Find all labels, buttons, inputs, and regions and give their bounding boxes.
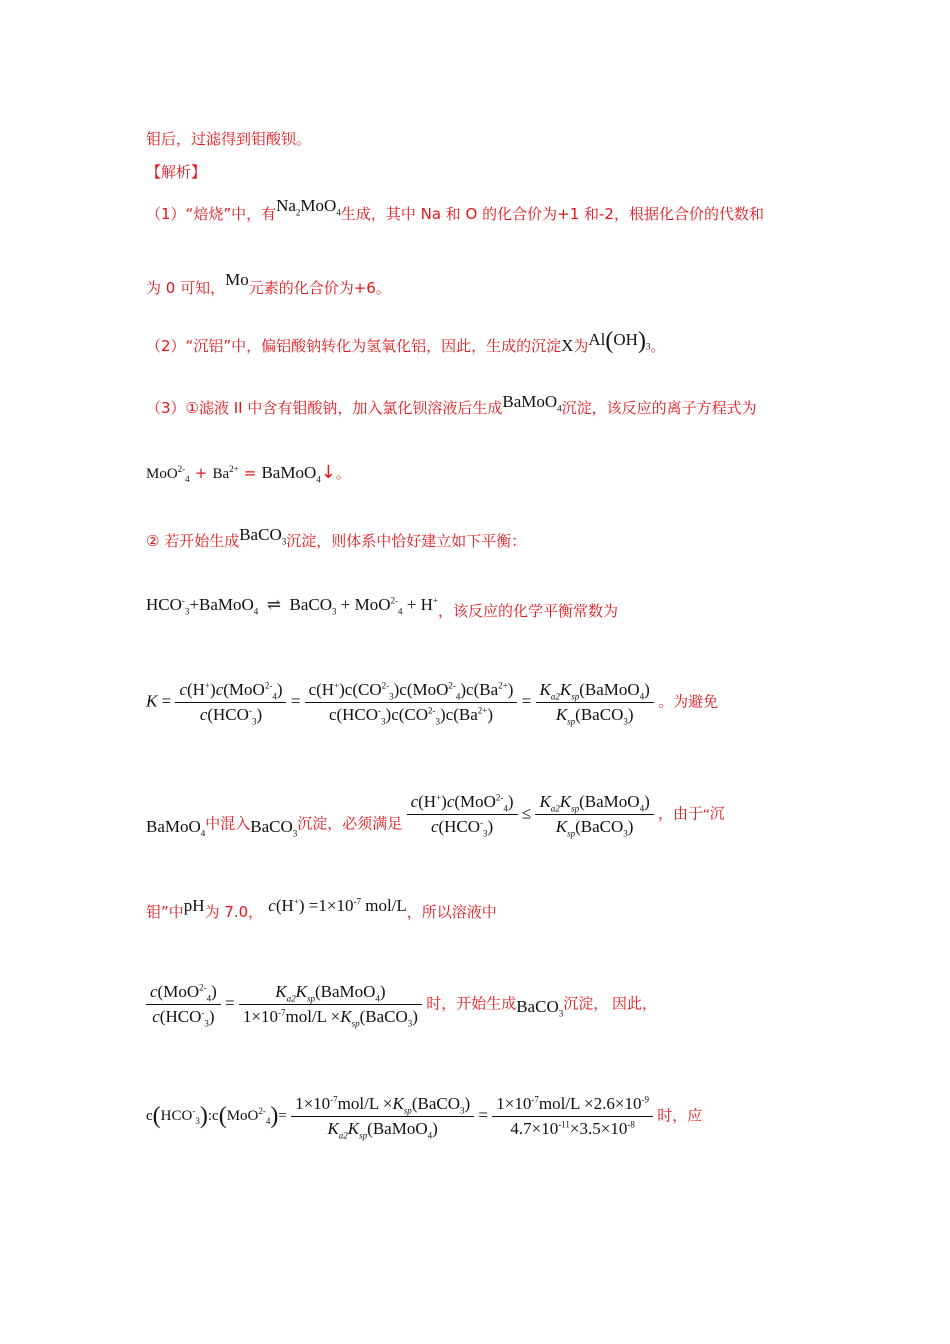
p3a-text: （3）①滤液 II 中含有钼酸钠，加入氯化钡溶液后生成 <box>146 399 503 417</box>
formula-bamoo4 <box>146 817 206 839</box>
f-paren: ) <box>270 1103 279 1130</box>
f-sub: 4 <box>185 474 190 484</box>
f-sub: 3 <box>623 716 628 727</box>
f-sub: 4 <box>316 474 321 485</box>
f-bamoo: BaMoO <box>502 392 558 411</box>
f-sub: 4 <box>557 403 562 414</box>
f-h: H <box>192 680 205 699</box>
f-bamoo: BaMoO <box>584 680 640 699</box>
f-al: Al <box>588 330 606 349</box>
f-times: × <box>600 1119 611 1138</box>
f-c: c <box>179 680 187 699</box>
f-sub: 3 <box>389 691 394 702</box>
p10b-text: 时，应 <box>657 1108 703 1125</box>
f-bamoo: BaMoO <box>146 817 201 837</box>
f-sup: -7 <box>531 1094 539 1105</box>
f-sub: 3 <box>623 828 628 839</box>
p1c-text: 为 0 可知， <box>146 279 226 297</box>
f-ten: 10 <box>624 1094 642 1113</box>
symbol-ph: pH <box>183 896 205 915</box>
f-paren: ( <box>218 1103 227 1130</box>
f-sub: 4 <box>272 691 277 702</box>
f-sup: 2+ <box>229 464 239 474</box>
formula-bamoo4 <box>261 463 321 485</box>
f-sup: - <box>201 1007 205 1018</box>
fraction-3 <box>536 680 654 725</box>
p2b-text: 为 <box>573 337 589 355</box>
denominator: $K_{a2}K_{sp}(BaMoO_4)$ <box>327 1119 438 1141</box>
f-sup: 2- <box>495 792 504 803</box>
final-ratio <box>146 1094 702 1139</box>
fraction-1 <box>175 680 286 725</box>
f-val: 4.7 <box>510 1119 532 1138</box>
para-3-line-1 <box>146 392 757 418</box>
formula-aloh3 <box>588 328 651 354</box>
formula-ba <box>212 466 238 482</box>
text-line-1 <box>146 128 311 149</box>
p2c-text: 。 <box>650 337 666 355</box>
f-sup: + <box>204 680 211 691</box>
numerator: $c(H^+)c(CO^{2-}_3)c(MoO^{2-}_4)c(Ba^{2+})$ <box>305 680 518 703</box>
f-bamoo: +BaMoO <box>189 595 254 614</box>
f-sup: -7 <box>277 1007 286 1018</box>
denominator: $K_{sp}(BaCO_3)$ <box>555 817 634 839</box>
f-sub: 3 <box>558 1008 564 1019</box>
fraction-ksp <box>535 792 653 837</box>
f-bamoo: BaMoO <box>261 463 317 482</box>
symbol-mo: Mo <box>225 270 249 289</box>
f-paren: ) <box>276 680 283 699</box>
f-sub: sp <box>351 1018 360 1029</box>
f-sub: 4 <box>206 993 212 1004</box>
formula-moo4 <box>146 466 190 482</box>
k-expression <box>146 680 718 725</box>
f-sub: 4 <box>253 606 259 617</box>
ionic-equation <box>146 462 351 483</box>
equals: = <box>278 1108 287 1125</box>
f-sub: 3 <box>332 606 337 617</box>
f-sup: 2- <box>199 982 207 993</box>
ratio-label: $c(HCO^-_3):c(MoO^{2-}_4)=$ <box>146 1103 287 1130</box>
f-sub: 3 <box>251 716 257 727</box>
f-times: × <box>382 1094 393 1113</box>
f-sub: sp <box>571 691 580 702</box>
f-sup: - <box>248 705 252 716</box>
numerator <box>175 680 286 703</box>
f-baco: BaCO <box>239 525 282 544</box>
f-sup: 2- <box>177 464 186 474</box>
f-k: K <box>539 680 551 699</box>
fraction-condition <box>407 792 518 837</box>
f-oh: OH <box>613 330 638 349</box>
f-sub: 3 <box>204 1018 209 1029</box>
f-paren: ( <box>223 680 229 699</box>
f-sup: -11 <box>558 1119 570 1130</box>
f-sub: 4 <box>375 993 380 1004</box>
p4a-text: ② 若开始生成 <box>146 532 240 550</box>
f-sup: 2- <box>448 680 456 691</box>
equals-red: = <box>243 464 257 482</box>
f-sup: -9 <box>641 1094 649 1105</box>
p1b-text: 生成，其中 Na 和 O 的化合价为+1 和-2，根据化合价的代数和 <box>340 205 764 223</box>
f-val: 1×10 <box>295 1094 331 1113</box>
f-moo: MoO <box>300 196 337 215</box>
numerator: c(MoO$^{2-}_4$) <box>146 982 221 1005</box>
p3b-text: 沉淀，该反应的离子方程式为 <box>561 399 757 417</box>
f-sub: 4 <box>200 828 206 839</box>
k-symbol: K <box>146 691 158 711</box>
f-times: × <box>584 1094 594 1113</box>
equilibrium-arrow: ⇌ <box>266 595 282 614</box>
f-times: × <box>569 1119 580 1138</box>
para-2 <box>146 328 665 356</box>
p7b-text: 沉淀，必须满足 <box>297 816 403 833</box>
equals: = <box>161 691 172 711</box>
f-sub: sp <box>306 993 315 1004</box>
f-sup: 2- <box>258 1106 266 1117</box>
f-paren: ) <box>199 1103 208 1130</box>
f-sup: 2- <box>264 680 273 691</box>
f-paren: ) <box>210 680 216 699</box>
numerator: $K_{a2}K_{sp}(BaMoO_4)$ <box>535 792 653 815</box>
denominator: $1\times 10^{-7}mol/L$ $\times K_{sp}(BaCO_3)$ <box>242 1007 418 1029</box>
symbol-x: X <box>561 336 574 355</box>
f-sub: 3 <box>281 536 287 547</box>
fraction-ratio <box>146 982 221 1027</box>
f-moo: MoO <box>228 680 265 699</box>
p6b-text: 。为避免 <box>658 694 719 711</box>
f-sub: sp <box>567 828 576 839</box>
analysis-heading <box>146 161 206 182</box>
f-sub: sp <box>571 803 580 814</box>
plus-red: + <box>194 464 208 482</box>
f-moo: MoO <box>354 595 391 614</box>
para-1-line-2 <box>146 270 391 298</box>
numerator: $1\times 10^{-7}mol/L$ $\times K_{sp}(BaCO_3)$ <box>291 1094 474 1117</box>
f-ten: 10 <box>541 1119 559 1138</box>
f-sup: + <box>334 680 340 691</box>
f-sub: sp <box>359 1130 368 1141</box>
formula-baco3 <box>516 997 564 1019</box>
f-sub: 2 <box>295 207 301 218</box>
f-sup: - <box>378 705 382 716</box>
f-baco: BaCO <box>580 705 624 724</box>
le-sign: ≤ <box>521 803 532 823</box>
f-sub: 3 <box>483 828 488 839</box>
h-concentration: $c(H^+) =1\times 10^{-7}$ mol/L <box>268 896 407 915</box>
f-sup: + <box>432 595 438 606</box>
f-paren: ( <box>605 328 614 354</box>
fraction-2 <box>305 680 518 725</box>
p9b-text: 沉淀， 因此， <box>563 996 657 1013</box>
p1d-text: 元素的化合价为+6。 <box>248 279 391 297</box>
f-sup: 2- <box>428 705 436 716</box>
numerator: $K_{a2}K_{sp}(BaMoO_4)$ <box>536 680 654 703</box>
ratio-expression <box>146 982 657 1027</box>
f-sub: 3 <box>195 1116 200 1127</box>
ph-line <box>146 896 497 922</box>
numerator: c(H+)c(MoO$^{2-}_4$) <box>407 792 518 815</box>
equals: = <box>478 1105 488 1125</box>
f-sup: + <box>436 792 442 803</box>
f-c: c <box>215 680 224 699</box>
f-sup: -8 <box>627 1119 635 1130</box>
f-sup: 2+ <box>498 680 508 691</box>
equals: = <box>225 993 235 1013</box>
f-sup: -7 <box>353 896 361 907</box>
f-sup: - <box>192 1106 196 1117</box>
f-h: H <box>420 595 433 614</box>
f-hco: HCO <box>213 705 249 724</box>
f-sub: sp <box>567 716 576 727</box>
numerator: $1\times 10^{-7}mol/L \times 2.6\times 10^{-9}$ <box>492 1094 653 1117</box>
denominator: $K_{sp}(BaCO_3)$ <box>555 705 634 727</box>
f-val: =1×10 <box>308 896 354 915</box>
f-na: Na <box>276 196 296 215</box>
f-val: 1×10 <box>242 1007 278 1026</box>
f-k: K <box>555 705 568 724</box>
p1a-text: （1）“焙烧”中，有 <box>146 205 277 223</box>
f-sup: - <box>181 595 185 606</box>
fraction-final-1 <box>291 1094 474 1139</box>
p8a-text: 钼”中 <box>146 903 184 921</box>
f-sub: a2 <box>550 803 560 814</box>
f-plus: + <box>340 595 351 614</box>
f-paren: ( <box>152 1103 161 1130</box>
f-colon: : <box>207 1108 213 1125</box>
period: 。 <box>335 464 351 482</box>
p5b-text: ，该反应的化学平衡常数为 <box>437 602 618 620</box>
para-1-line-1 <box>146 196 764 224</box>
f-k: K <box>559 680 572 699</box>
f-sub: 4 <box>455 691 461 702</box>
f-val: 1×10 <box>496 1094 532 1113</box>
f-ba: Ba <box>212 466 230 482</box>
f-sub: 3 <box>645 341 651 352</box>
denominator <box>175 703 286 725</box>
formula-baco3 <box>239 525 287 547</box>
f-sup: 2- <box>390 595 399 606</box>
f-times: × <box>614 1094 625 1113</box>
f-sub: 3 <box>381 716 386 727</box>
heading-text: 【解析】 <box>146 163 207 181</box>
denominator: $c(HCO^-_3)$ <box>152 1007 215 1029</box>
equilibrium-line <box>146 595 618 621</box>
fraction-ratio-value <box>239 982 422 1027</box>
f-sub: 3 <box>292 828 298 839</box>
p2a-text: （2）“沉铝”中，偏铝酸钠转化为氢氧化铝，因此，生成的沉淀 <box>146 337 562 355</box>
f-ten: 10 <box>610 1119 628 1138</box>
para-4 <box>146 525 526 551</box>
f-sub: 3 <box>407 1018 413 1029</box>
equilibrium-equation <box>146 595 438 617</box>
f-sup: 2- <box>381 680 390 691</box>
equals: = <box>290 691 301 711</box>
f-hco: HCO <box>146 595 182 614</box>
f-sub: 4 <box>265 1116 271 1127</box>
f-moo: MoO <box>146 466 178 482</box>
f-sup: -7 <box>330 1094 338 1105</box>
p8c-text: ，所以溶液中 <box>406 903 497 921</box>
f-sub: 3 <box>459 1105 465 1116</box>
p7c-text: ，由于“沉 <box>658 806 725 823</box>
f-sup: 2+ <box>477 705 488 716</box>
f-plus: + <box>406 595 417 614</box>
f-sub: 4 <box>639 803 645 814</box>
precipitate-arrow: ↓ <box>320 462 336 483</box>
p7a-text: 中混入 <box>205 816 251 833</box>
p8b-text: 为 7.0， <box>204 903 264 921</box>
f-unit: mol/L <box>365 896 407 915</box>
formula-bamoo4 <box>502 392 562 414</box>
f-sup: - <box>480 817 484 828</box>
f-sub: 4 <box>398 606 403 617</box>
f-c: c <box>199 705 208 724</box>
condition-line <box>146 792 725 837</box>
f-sub: 3 <box>184 606 190 617</box>
f-val: 2.6 <box>593 1094 615 1113</box>
formula-baco3 <box>250 817 298 839</box>
f-times: × <box>531 1119 542 1138</box>
p9a-text: 时，开始生成 <box>426 996 517 1013</box>
f-paren: ( <box>207 705 214 724</box>
f-sub: 4 <box>336 207 341 218</box>
f-baco: BaCO <box>516 997 559 1017</box>
numerator: $K_{a2}K_{sp}(BaMoO_4)$ <box>239 982 422 1005</box>
denominator: $c(HCO^-_3)$ <box>430 817 494 839</box>
f-sub: sp <box>403 1105 412 1116</box>
f-sup: + <box>293 896 299 907</box>
f-val: 3.5 <box>579 1119 601 1138</box>
f-baco: BaCO <box>289 595 333 614</box>
denominator <box>492 1117 653 1139</box>
equals: = <box>521 691 532 711</box>
denominator: $c(HCO^-_3)c(CO^{2-}_3)c(Ba^{2+})$ <box>328 705 494 727</box>
line-1-text: 钼后，过滤得到钼酸钡。 <box>146 130 312 148</box>
f-times: × <box>330 1007 341 1026</box>
f-sub: a2 <box>286 993 296 1004</box>
f-sub: 3 <box>435 716 441 727</box>
f-sub: a2 <box>550 691 560 702</box>
f-sub: 4 <box>427 1130 433 1141</box>
f-sub: 4 <box>639 691 645 702</box>
f-sub: 4 <box>503 803 508 814</box>
f-paren: ) <box>637 328 646 354</box>
p4b-text: 沉淀，则体系中恰好建立如下平衡： <box>286 532 527 550</box>
formula-na2moo4 <box>276 196 341 218</box>
f-paren: ( <box>186 680 193 699</box>
f-paren: ) <box>256 705 263 724</box>
fraction-final-2 <box>492 1094 653 1139</box>
f-sub: a2 <box>338 1130 348 1141</box>
f-baco: BaCO <box>250 817 293 837</box>
